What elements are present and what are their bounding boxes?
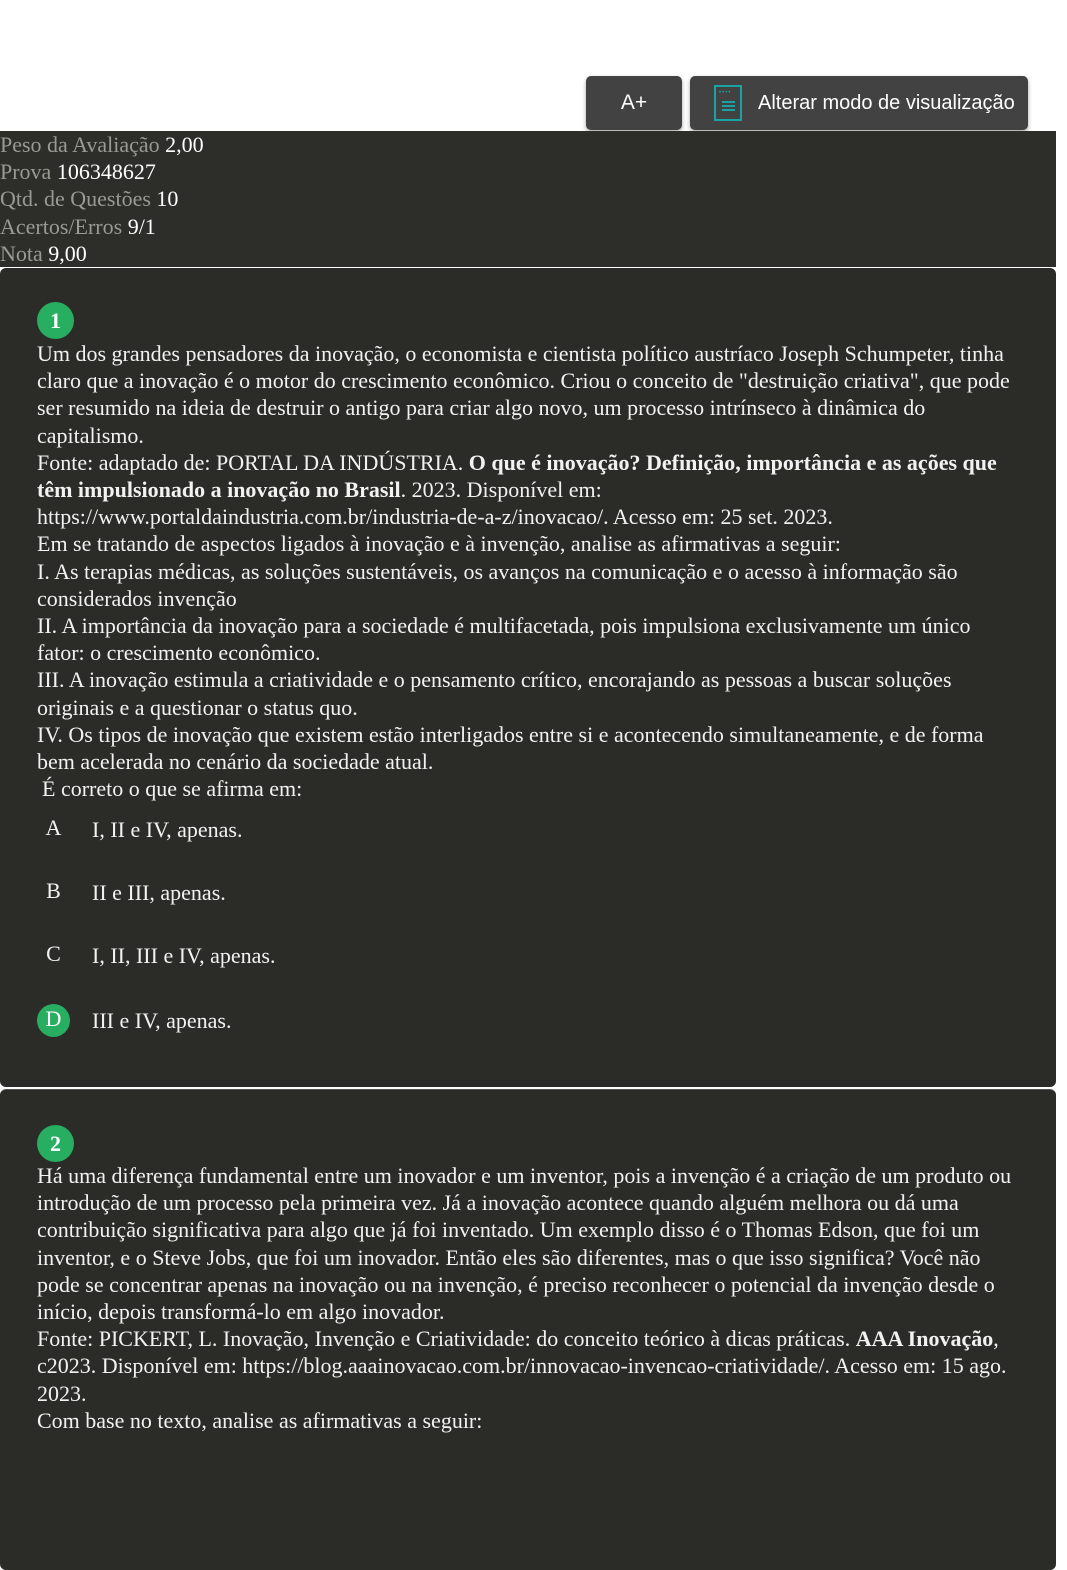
option-d[interactable] <box>37 1004 231 1037</box>
option-letter: A <box>45 815 62 840</box>
option-text: I, II e IV, apenas. <box>92 816 243 842</box>
question-text <box>37 1162 1015 1434</box>
source-text: Fonte: PICKERT, L. Inovação, Invenção e Criatividade: do conceito teórico à dicas práticas. <box>37 1326 856 1352</box>
option-letter: C <box>46 941 61 966</box>
question-text <box>37 340 1015 802</box>
evaluation-summary <box>0 131 1056 267</box>
option-text: II e III, apenas. <box>92 879 226 905</box>
summary-row <box>0 185 1056 212</box>
font-increase-button[interactable]: A+ <box>586 76 682 130</box>
option-letter: B <box>46 878 61 903</box>
summary-value: 106348627 <box>56 159 156 185</box>
question-number-badge: 1 <box>37 302 74 339</box>
statement: I. As terapias médicas, as soluções sustentáveis, os avanços na comunicação e o acesso à informação são considerados invenção <box>37 558 958 611</box>
summary-label: Acertos/Erros <box>0 213 123 239</box>
toolbar <box>586 76 1028 130</box>
summary-value: 2,00 <box>165 132 204 157</box>
option-c[interactable] <box>37 939 275 972</box>
statement: II. A importância da inovação para a sociedade é multifacetada, pois impulsiona exclusivamente um único fator: o crescimento econômico. <box>37 613 971 666</box>
question-source <box>37 449 1015 531</box>
summary-row <box>0 213 1056 240</box>
summary-value: 10 <box>156 186 179 212</box>
summary-label: Qtd. de Questões <box>0 186 151 212</box>
option-text: I, II, III e IV, apenas. <box>92 942 276 968</box>
summary-value: 9/1 <box>127 213 156 239</box>
question-paragraph: Há uma diferença fundamental entre um inovador e um inventor, pois a invenção é a criação de um produto ou introdução de um processo pela primeira vez. Já a inovação acontece quando alguém melhora ou dá uma contribuição significativa para algo que já foi inventado. Um exemplo disso é o Thomas Edson, que foi um inventor, e o Steve Jobs, que foi um inovador. Então eles são diferentes, mas o que isso significa? Você não pode se concentrar apenas na inovação ou na invenção, é preciso reconhecer o potencial da invenção desde o início, depois transformá-lo em algo inovador. <box>37 1163 1012 1325</box>
statement: III. A inovação estimula a criatividade e o pensamento crítico, encorajando as pessoas a buscar soluções originais e a questionar o status quo. <box>37 667 952 720</box>
question-prompt: Com base no texto, analise as afirmativas a seguir: <box>37 1407 483 1433</box>
question-ask: É correto o que se afirma em: <box>42 776 303 802</box>
option-a[interactable] <box>37 813 242 846</box>
source-text: . 2023. Disponível em: https://www.portaldaindustria.com.br/industria-de-a-z/inovacao/. Acesso em: 25 set. 2023. <box>37 477 833 530</box>
question-card <box>0 1089 1056 1570</box>
option-letter-correct: D <box>37 1004 70 1037</box>
view-mode-button[interactable] <box>690 76 1028 130</box>
question-card <box>0 268 1056 1087</box>
summary-row <box>0 240 1056 267</box>
option-b[interactable] <box>37 876 226 909</box>
view-mode-label: Alterar modo de visualização <box>758 91 1015 114</box>
summary-row <box>0 131 1056 158</box>
summary-label: Nota <box>0 240 43 266</box>
source-title: O que é inovação? Definição, importância e as ações que têm impulsionado a inovação no Brasil <box>37 449 997 503</box>
statement: IV. Os tipos de inovação que existem estão interligados entre si e acontecendo simultaneamente, e de forma bem acelerada no cenário da sociedade atual. <box>37 721 984 775</box>
question-number-badge: 2 <box>37 1125 74 1162</box>
summary-label: Peso da Avaliação <box>0 132 160 157</box>
source-text: , c2023. Disponível em: https://blog.aaainovacao.com.br/innovacao-invencao-criatividade/. Acesso em: 15 ago. 2023. <box>37 1326 1007 1406</box>
summary-row <box>0 158 1056 185</box>
question-paragraph: Um dos grandes pensadores da inovação, o economista e cientista político austríaco Joseph Schumpeter, tinha claro que a inovação é o motor do crescimento econômico. Criou o conceito de "destruição criativa", que pode ser resumido na ideia de destruir o antigo para criar algo novo, um processo intrínseco à dinâmica do capitalismo. <box>37 341 1010 448</box>
document-icon: •••• <box>714 85 742 121</box>
question-source <box>37 1325 1015 1407</box>
summary-value: 9,00 <box>48 240 87 266</box>
source-title: AAA Inovação <box>855 1326 994 1352</box>
source-text: Fonte: adaptado de: PORTAL DA INDÚSTRIA. <box>37 449 469 475</box>
summary-label: Prova <box>0 159 52 185</box>
option-text: III e IV, apenas. <box>92 1007 232 1033</box>
question-prompt: Em se tratando de aspectos ligados à inovação e à invenção, analise as afirmativas a seguir: <box>37 531 841 557</box>
